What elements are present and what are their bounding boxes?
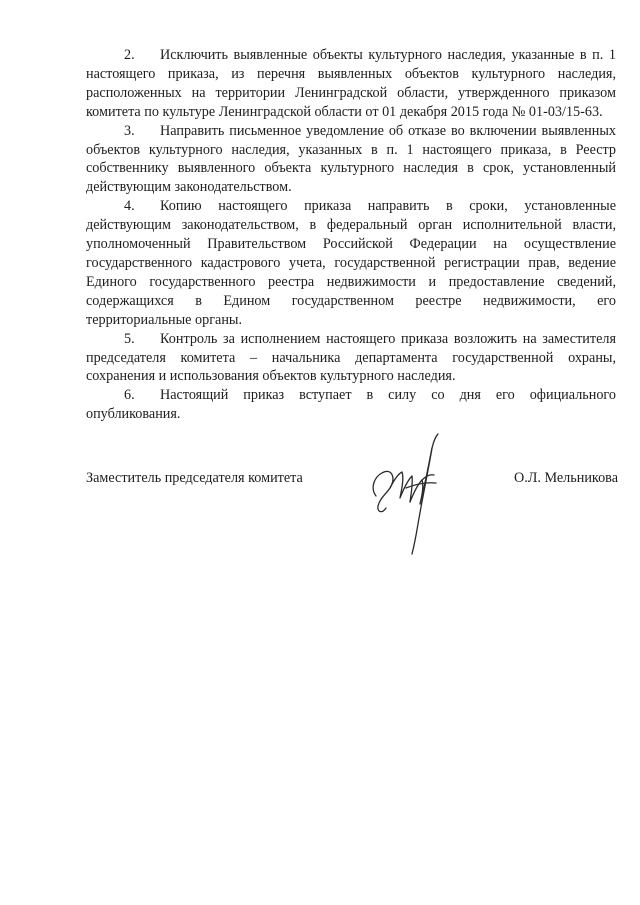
handwritten-signature-icon	[362, 428, 452, 560]
paragraph-6	[86, 386, 616, 424]
paragraph-text: Контроль за исполнением настоящего приказа возложить на заместителя председателя комитета – начальника департамента государственной охраны, сохранения и использования объектов культурного наследия.	[86, 330, 616, 385]
order-body	[86, 46, 616, 424]
signatory-name: О.Л. Мельникова	[513, 470, 618, 486]
paragraph-text: Копию настоящего приказа направить в сроки, установленные действующим законодательством, в федеральный орган исполнительной власти, уполномоченный Правительством Российской Федерации на осуществление государственного кадастрового учета, государственной регистрации прав, ведение Единого государственного реестра недвижимости и предоставление сведений, содержащихся в Едином государственном реестре недвижимости, его территориальные органы.	[86, 198, 616, 328]
paragraph-text: Направить письменное уведомление об отказе во включении выявленных объектов культурного наследия, указанных в п. 1 настоящего приказа, в Реестр собственнику выявленного объекта культурного наследия в срок, установленный действующим законодательством.	[86, 122, 616, 196]
paragraph-number: 5.	[124, 330, 135, 347]
paragraph-3	[86, 122, 616, 198]
paragraph-text: Настоящий приказ вступает в силу со дня его официального опубликования.	[86, 387, 616, 423]
paragraph-number: 6.	[124, 387, 135, 404]
paragraph-number: 3.	[124, 122, 135, 139]
paragraph-4	[86, 197, 616, 329]
paragraph-5	[86, 330, 616, 387]
paragraph-number: 2.	[124, 47, 135, 63]
signatory-title: Заместитель председателя комитета	[86, 470, 303, 486]
paragraph-number: 4.	[124, 198, 135, 215]
paragraph-text: Исключить выявленные объекты культурного наследия, указанные в п. 1 настоящего приказа, из перечня выявленных объектов культурного наследия, расположенных на территории Ленинградской области, утвержденного приказом комитета по культуре Ленинградской области от 01 декабря 2015 года № 01-03/15-63.	[86, 47, 616, 120]
paragraph-2	[86, 46, 616, 122]
signature-block	[86, 470, 618, 550]
